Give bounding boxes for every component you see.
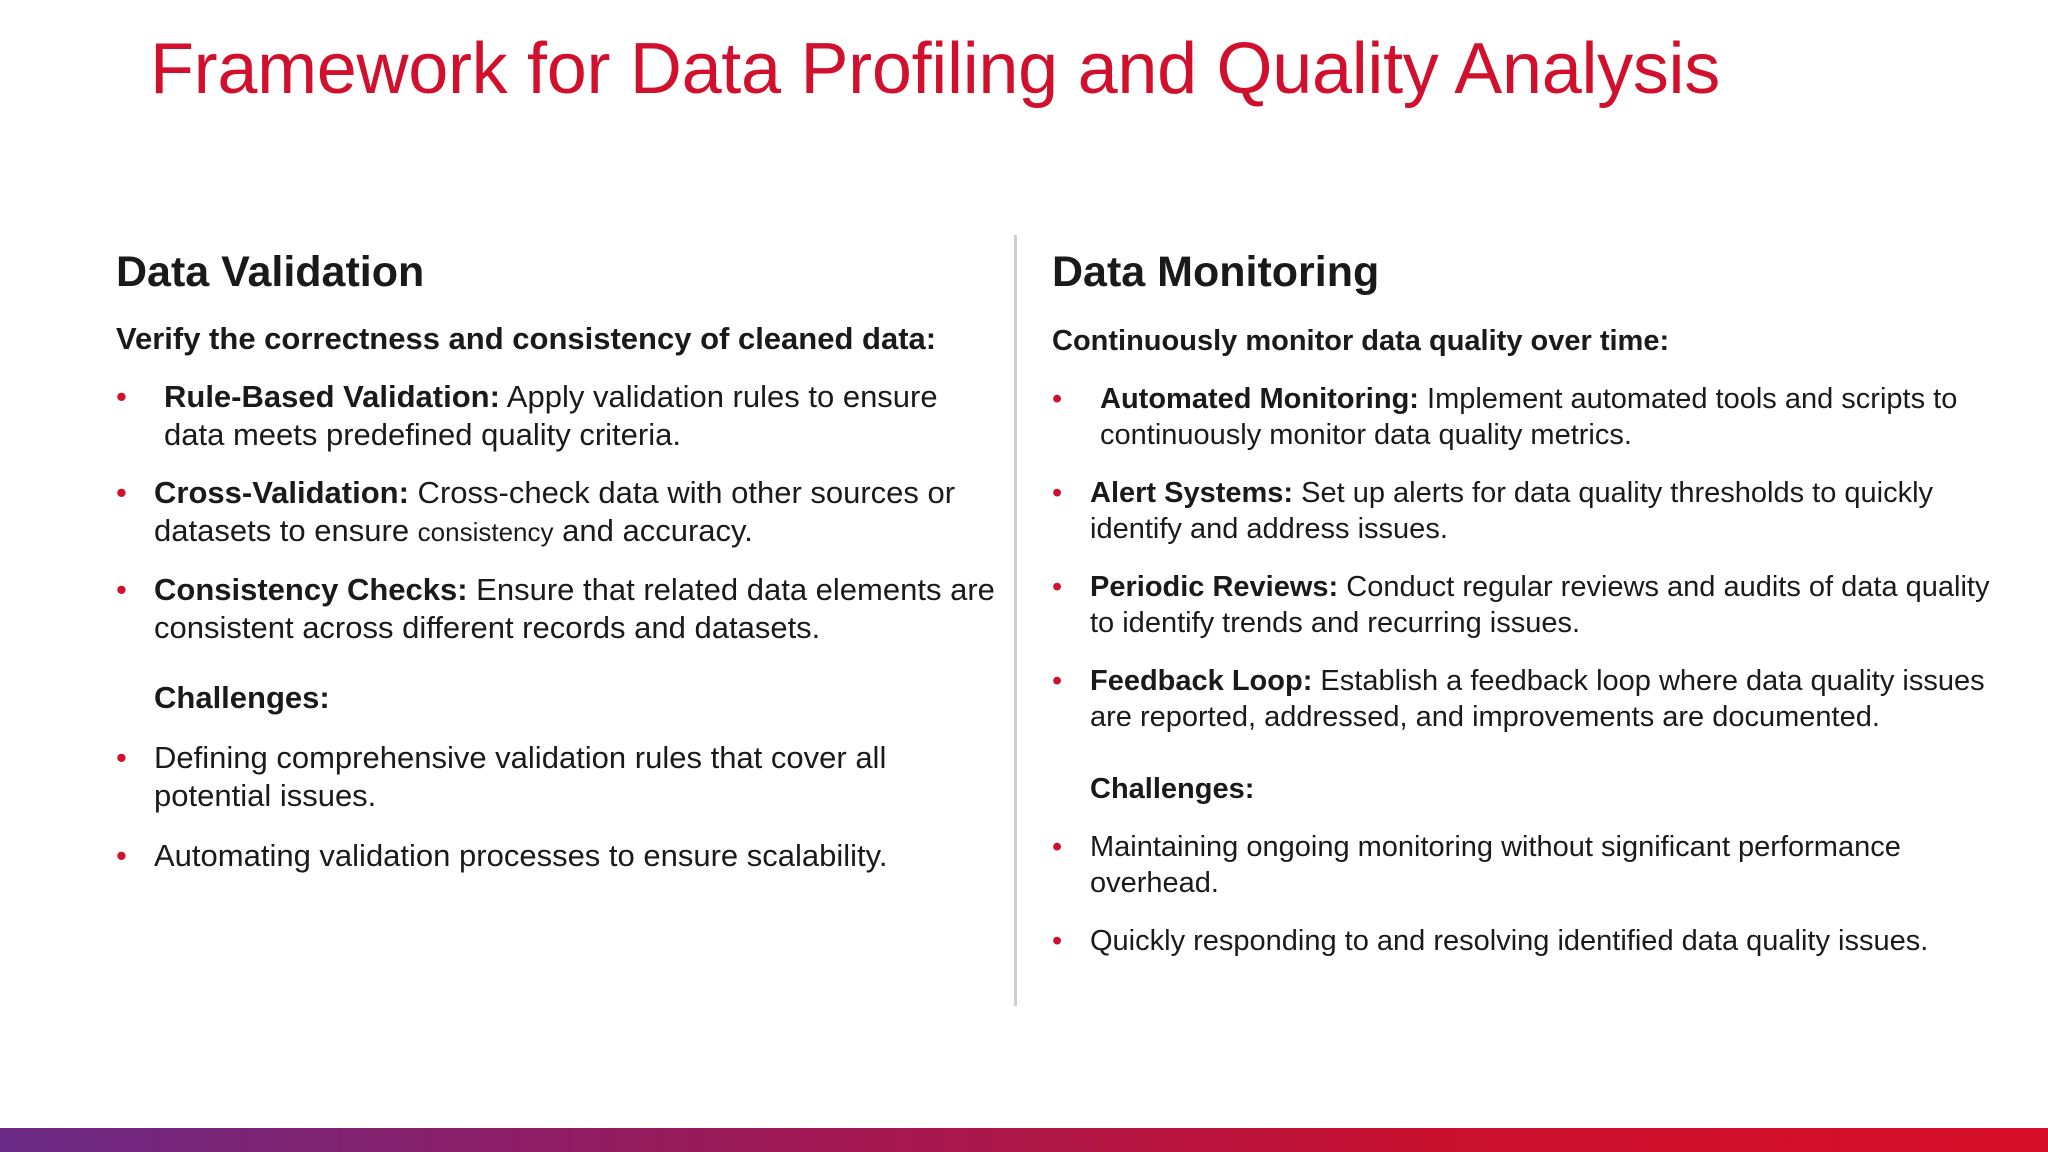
item-label: Consistency Checks: bbox=[154, 572, 468, 607]
item-text: Implement automated tools and scripts to continuously monitor data quality metrics. bbox=[1100, 383, 1958, 451]
footer-gradient-bar bbox=[0, 1128, 2048, 1152]
data-validation-column bbox=[116, 246, 996, 875]
item-text: Cross-check data with other sources or datasets to ensure bbox=[154, 475, 956, 548]
bullet-icon: • bbox=[116, 838, 127, 873]
list-item bbox=[116, 837, 996, 875]
monitoring-challenges-list bbox=[1052, 829, 2012, 959]
item-text: Ensure that related data elements are consistent across different records and datasets. bbox=[154, 572, 995, 645]
item-text: Establish a feedback loop where data quality issues are reported, addressed, and improvements are documented. bbox=[1090, 665, 1985, 733]
item-label: Feedback Loop: bbox=[1090, 665, 1313, 697]
data-monitoring-list bbox=[1052, 381, 2012, 735]
data-monitoring-column bbox=[1052, 246, 2012, 959]
data-validation-list bbox=[116, 378, 996, 647]
validation-challenges-list bbox=[116, 739, 996, 875]
list-item bbox=[116, 378, 996, 454]
data-validation-heading: Data Validation bbox=[116, 248, 425, 296]
item-label: Rule-Based Validation: bbox=[164, 379, 500, 414]
slide-title: Framework for Data Profiling and Quality Analysis bbox=[150, 29, 1720, 109]
list-item bbox=[1052, 475, 2012, 547]
data-monitoring-subheading: Continuously monitor data quality over time: bbox=[1052, 325, 1670, 357]
item-text: Set up alerts for data quality thresholds to quickly identify and address issues. bbox=[1090, 477, 1934, 545]
item-label: Automated Monitoring: bbox=[1100, 383, 1419, 415]
list-item bbox=[1052, 829, 2012, 901]
data-monitoring-heading: Data Monitoring bbox=[1052, 248, 1380, 296]
item-label: Periodic Reviews: bbox=[1090, 571, 1339, 603]
validation-challenges-heading: Challenges: bbox=[154, 680, 330, 715]
data-validation-subheading: Verify the correctness and consistency of cleaned data: bbox=[116, 321, 937, 356]
list-item bbox=[1052, 569, 2012, 641]
column-divider bbox=[1014, 235, 1017, 1006]
bullet-icon: • bbox=[116, 572, 127, 607]
bullet-icon: • bbox=[1052, 665, 1063, 697]
list-item bbox=[1052, 381, 2012, 453]
monitoring-challenges-heading: Challenges: bbox=[1090, 773, 1255, 805]
bullet-icon: • bbox=[1052, 383, 1063, 415]
item-text: and accuracy. bbox=[553, 513, 753, 548]
list-item bbox=[116, 571, 996, 647]
item-label: Cross-Validation: bbox=[154, 475, 409, 510]
bullet-icon: • bbox=[1052, 925, 1063, 957]
challenge-text: Quickly responding to and resolving identified data quality issues. bbox=[1090, 925, 1929, 957]
bullet-icon: • bbox=[1052, 477, 1063, 509]
bullet-icon: • bbox=[1052, 831, 1063, 863]
bullet-icon: • bbox=[116, 475, 127, 510]
list-item bbox=[1052, 923, 2012, 959]
challenge-text: Defining comprehensive validation rules that cover all potential issues. bbox=[154, 740, 887, 813]
item-label: Alert Systems: bbox=[1090, 477, 1294, 509]
item-text-small: consistency bbox=[417, 517, 554, 547]
list-item bbox=[116, 739, 996, 815]
list-item bbox=[1052, 663, 2012, 735]
list-item bbox=[116, 474, 996, 551]
bullet-icon: • bbox=[116, 740, 127, 775]
challenge-text: Maintaining ongoing monitoring without significant performance overhead. bbox=[1090, 831, 1901, 899]
item-text: Apply validation rules to ensure data meets predefined quality criteria. bbox=[164, 379, 938, 452]
bullet-icon: • bbox=[116, 379, 127, 414]
bullet-icon: • bbox=[1052, 571, 1063, 603]
item-text: Conduct regular reviews and audits of data quality to identify trends and recurring issues. bbox=[1090, 571, 1990, 639]
challenge-text: Automating validation processes to ensure scalability. bbox=[154, 838, 888, 873]
